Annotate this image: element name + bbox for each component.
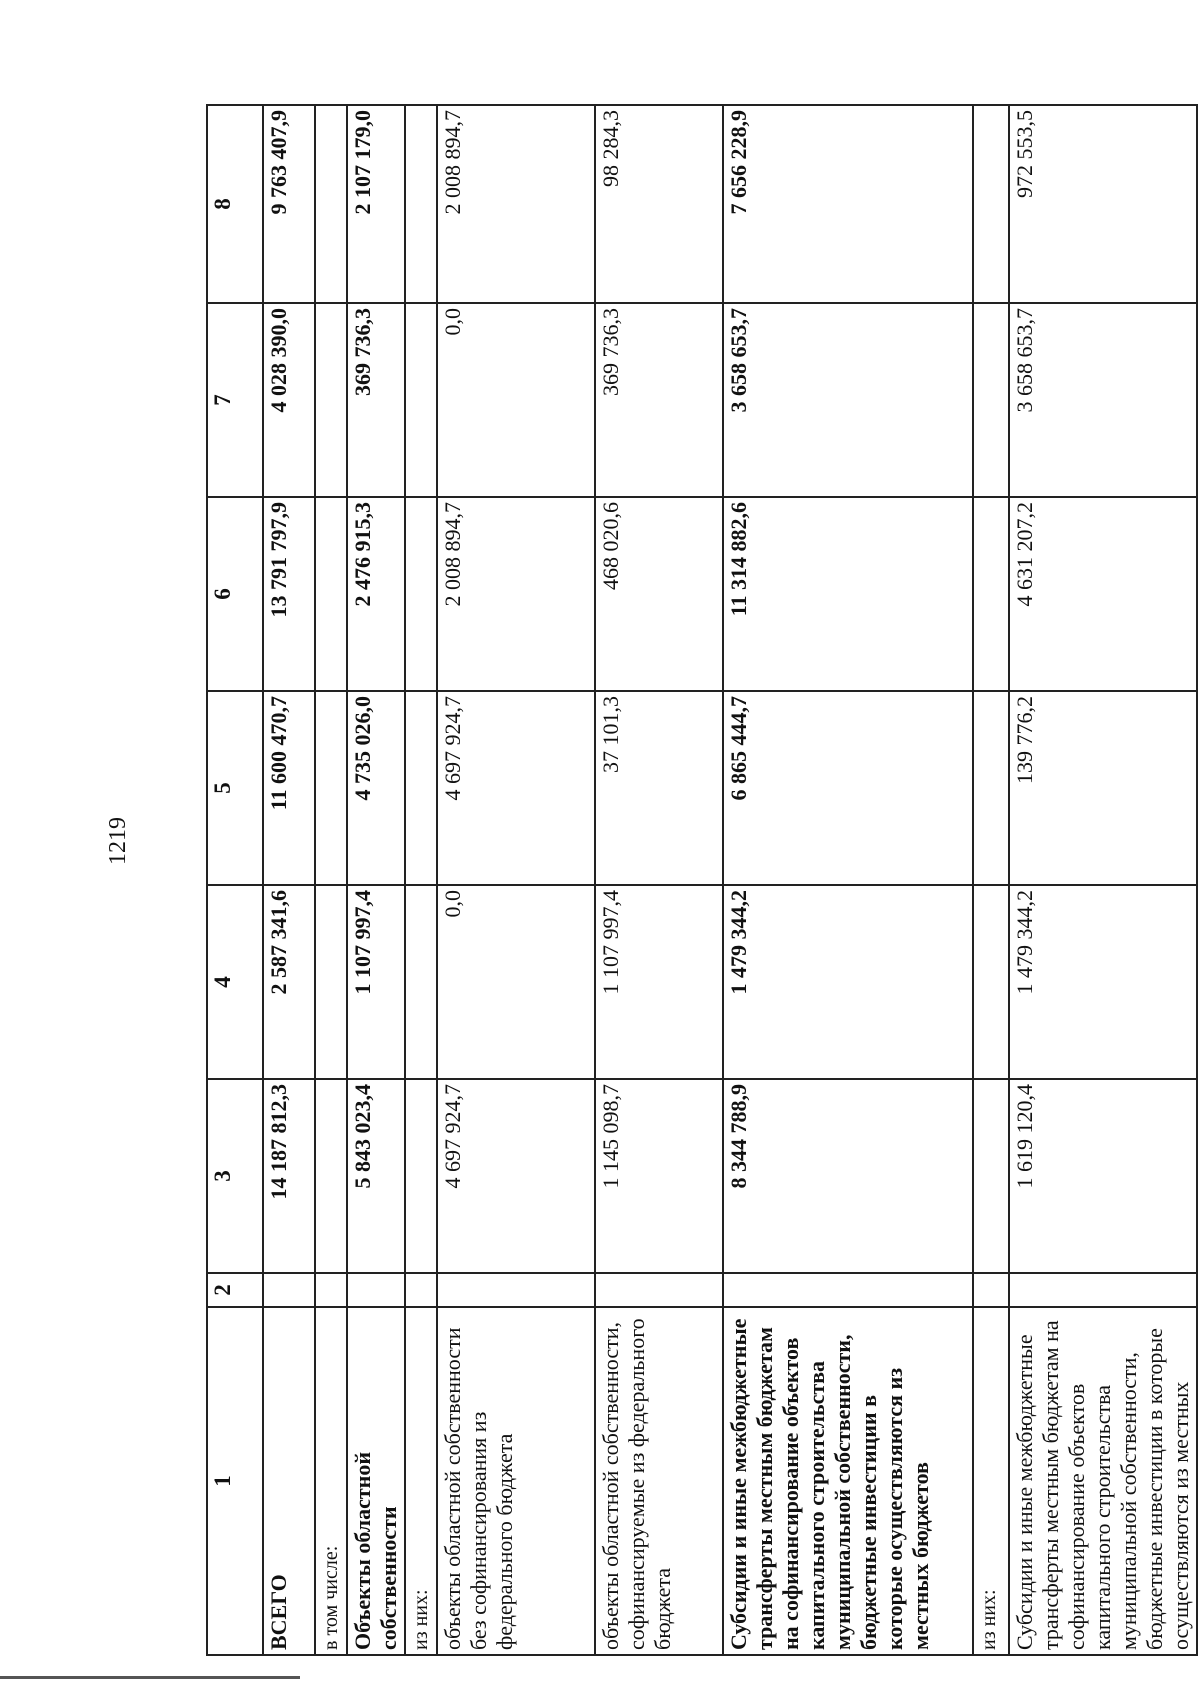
table-row-total	[263, 105, 315, 1655]
cell-col7: 4 028 390,0	[263, 303, 315, 497]
cell-col8: 2 107 179,0	[347, 105, 405, 303]
cell-col4	[315, 885, 347, 1079]
cell-col8	[973, 105, 1009, 303]
cell-col4: 1 107 997,4	[347, 885, 405, 1079]
cell-col3: 8 344 788,9	[723, 1079, 973, 1273]
cell-col2	[723, 1273, 973, 1307]
cell-col6	[315, 497, 347, 691]
cell-col6	[973, 497, 1009, 691]
column-header: 7	[207, 303, 263, 497]
cell-col6: 2 008 894,7	[437, 497, 595, 691]
cell-col4: 1 479 344,2	[723, 885, 973, 1079]
table-row-including	[315, 105, 347, 1655]
row-label: Субсидии и иные межбюджетные трансферты местным бюджетам на софинансирование объектов капитального строительства муниципальной собственности, бюджетные инвестиции в которые осуществляются из местных	[1009, 1307, 1197, 1655]
cell-col8: 972 553,5	[1009, 105, 1197, 303]
cell-col3: 1 145 098,7	[595, 1079, 723, 1273]
cell-col8: 9 763 407,9	[263, 105, 315, 303]
cell-col5: 4 735 026,0	[347, 691, 405, 885]
cell-col3: 5 843 023,4	[347, 1079, 405, 1273]
row-label: объекты областной собственности, софинансируемые из федерального бюджета	[595, 1307, 723, 1655]
cell-col2	[263, 1273, 315, 1307]
cell-col5: 4 697 924,7	[437, 691, 595, 885]
cell-col5: 11 600 470,7	[263, 691, 315, 885]
row-label: в том числе:	[315, 1307, 347, 1655]
cell-col4: 2 587 341,6	[263, 885, 315, 1079]
cell-col8: 7 656 228,9	[723, 105, 973, 303]
cell-col8: 2 008 894,7	[437, 105, 595, 303]
cell-col3: 4 697 924,7	[437, 1079, 595, 1273]
cell-col7: 3 658 653,7	[723, 303, 973, 497]
table-row-subsidies	[723, 105, 973, 1655]
cell-col2	[405, 1273, 437, 1307]
cell-col8: 98 284,3	[595, 105, 723, 303]
cell-col5	[405, 691, 437, 885]
budget-table-rotated	[206, 106, 1193, 1656]
cell-col5: 6 865 444,7	[723, 691, 973, 885]
cell-col7: 369 736,3	[347, 303, 405, 497]
cell-col3	[973, 1079, 1009, 1273]
cell-col6: 11 314 882,6	[723, 497, 973, 691]
cell-col4	[405, 885, 437, 1079]
cell-col6: 468 020,6	[595, 497, 723, 691]
column-header: 3	[207, 1079, 263, 1273]
column-header: 6	[207, 497, 263, 691]
cell-col3: 1 619 120,4	[1009, 1079, 1197, 1273]
cell-col2	[437, 1273, 595, 1307]
cell-col5: 139 776,2	[1009, 691, 1197, 885]
cell-col7	[973, 303, 1009, 497]
row-label: Объекты областной собственности	[347, 1307, 405, 1655]
cell-col7	[315, 303, 347, 497]
cell-col2	[315, 1273, 347, 1307]
cell-col4	[973, 885, 1009, 1079]
cell-col3: 14 187 812,3	[263, 1079, 315, 1273]
column-header: 2	[207, 1273, 263, 1307]
column-header: 4	[207, 885, 263, 1079]
page-number: 1219	[105, 817, 131, 865]
cell-col6: 4 631 207,2	[1009, 497, 1197, 691]
row-label: из них:	[973, 1307, 1009, 1655]
cell-col7	[405, 303, 437, 497]
row-label: Субсидии и иные межбюджетные трансферты местным бюджетам на софинансирование объектов капитального строительства муниципальной собственности, бюджетные инвестиции в которые осуществляются из местных бюджетов	[723, 1307, 973, 1655]
cell-col3	[405, 1079, 437, 1273]
cell-col3	[315, 1079, 347, 1273]
cell-col2	[595, 1273, 723, 1307]
column-header: 5	[207, 691, 263, 885]
row-label: объекты областной собственности без софинансирования из федерального бюджета	[437, 1307, 595, 1655]
table-row-of-them-1	[405, 105, 437, 1655]
cell-col7: 0,0	[437, 303, 595, 497]
cell-col2	[347, 1273, 405, 1307]
cell-col4: 0,0	[437, 885, 595, 1079]
cell-col8	[315, 105, 347, 303]
cell-col6: 13 791 797,9	[263, 497, 315, 691]
cell-col5	[973, 691, 1009, 885]
table-row-regional-objects	[347, 105, 405, 1655]
table-row-subsidies-detail	[1009, 105, 1197, 1655]
cell-col2	[1009, 1273, 1197, 1307]
scan-artifact-line	[0, 1676, 300, 1679]
cell-col6	[405, 497, 437, 691]
cell-col7: 369 736,3	[595, 303, 723, 497]
row-label: ВСЕГО	[263, 1307, 315, 1655]
table-row-without-cofinancing	[437, 105, 595, 1655]
row-label: из них:	[405, 1307, 437, 1655]
column-header-row	[207, 105, 263, 1655]
cell-col6: 2 476 915,3	[347, 497, 405, 691]
cell-col8	[405, 105, 437, 303]
cell-col5: 37 101,3	[595, 691, 723, 885]
budget-table	[206, 104, 1198, 1656]
table-row-of-them-2	[973, 105, 1009, 1655]
cell-col4: 1 479 344,2	[1009, 885, 1197, 1079]
cell-col7: 3 658 653,7	[1009, 303, 1197, 497]
cell-col5	[315, 691, 347, 885]
cell-col2	[973, 1273, 1009, 1307]
column-header: 8	[207, 105, 263, 303]
column-header: 1	[207, 1307, 263, 1655]
table-row-cofinanced	[595, 105, 723, 1655]
cell-col4: 1 107 997,4	[595, 885, 723, 1079]
